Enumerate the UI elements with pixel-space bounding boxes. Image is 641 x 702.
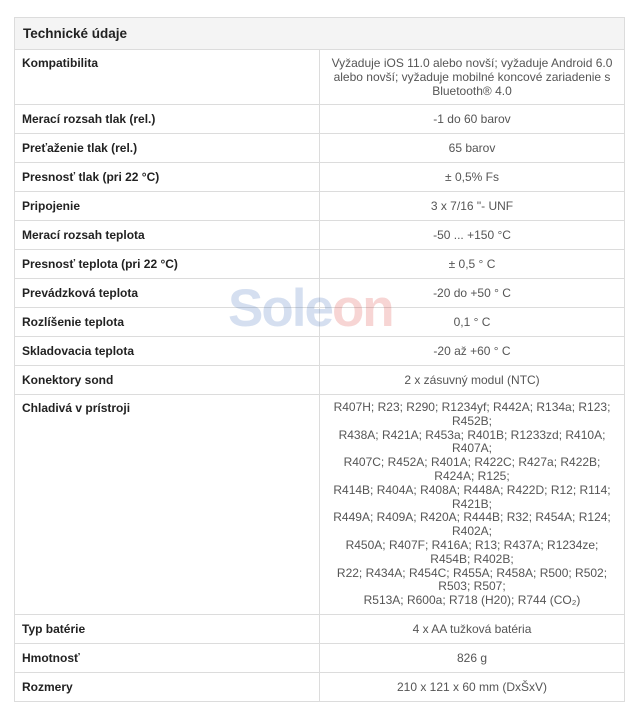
table-header-row <box>15 18 625 50</box>
row-label: Rozmery <box>15 672 320 701</box>
row-label: Rozlíšenie teplota <box>15 308 320 337</box>
row-label: Pripojenie <box>15 192 320 221</box>
table-row-storage-temperature <box>15 337 625 366</box>
row-label: Konektory sond <box>15 366 320 395</box>
row-value: -50 ... +150 °C <box>320 221 625 250</box>
row-label: Preťaženie tlak (rel.) <box>15 134 320 163</box>
table-row-pressure-accuracy <box>15 163 625 192</box>
row-label: Presnosť tlak (pri 22 °C) <box>15 163 320 192</box>
row-value: 2 x zásuvný modul (NTC) <box>320 366 625 395</box>
table-row-pressure-overload <box>15 134 625 163</box>
table-caption: Technické údaje <box>15 18 625 50</box>
table-row-operating-temperature <box>15 279 625 308</box>
row-value: 0,1 ° C <box>320 308 625 337</box>
row-value: -1 do 60 barov <box>320 105 625 134</box>
table-row-temperature-accuracy <box>15 250 625 279</box>
row-value: 65 barov <box>320 134 625 163</box>
watermark-text-accent: on <box>331 279 393 338</box>
table-row-temperature-resolution <box>15 308 625 337</box>
row-value: -20 do +50 ° C <box>320 279 625 308</box>
row-value: ± 0,5% Fs <box>320 163 625 192</box>
row-label: Merací rozsah teplota <box>15 221 320 250</box>
row-label: Kompatibilita <box>15 50 320 105</box>
row-label: Typ batérie <box>15 614 320 643</box>
table-row-weight <box>15 643 625 672</box>
row-label: Hmotnosť <box>15 643 320 672</box>
row-value: ± 0,5 ° C <box>320 250 625 279</box>
technical-specs-table <box>14 17 625 702</box>
row-value: 3 x 7/16 "- UNF <box>320 192 625 221</box>
row-value: 210 x 121 x 60 mm (DxŠxV) <box>320 672 625 701</box>
row-label: Chladivá v prístroji <box>15 395 320 615</box>
row-value: 4 x AA tužková batéria <box>320 614 625 643</box>
table-row-pressure-range <box>15 105 625 134</box>
row-label: Skladovacia teplota <box>15 337 320 366</box>
row-label: Prevádzková teplota <box>15 279 320 308</box>
row-value: R407H; R23; R290; R1234yf; R442A; R134a; R123; R452B; R438A; R421A; R453a; R401B; R1233zd; R410A; R407A; R407C; R452A; R401A; R422C; R427a; R422B; R424A; R125; R414B; R404A; R408A; R448A; R422D; R12; R114; R421B; R449A; R409A; R420A; R444B; R32; R454A; R124; R402A; R450A; R407F; R416A; R13; R437A; R1234ze; R454B; R402B; R22; R434A; R454C; R455A; R458A; R500; R502; R503; R507; R513A; R600a; R718 (H20); R744 (CO₂) <box>320 395 625 615</box>
table-row-connection <box>15 192 625 221</box>
watermark-text-primary: Sole <box>228 279 332 338</box>
table-row-probe-connectors <box>15 366 625 395</box>
row-value: 826 g <box>320 643 625 672</box>
row-value: Vyžaduje iOS 11.0 alebo novší; vyžaduje Android 6.0 alebo novší; vyžaduje mobilné koncové zariadenie s Bluetooth® 4.0 <box>320 50 625 105</box>
row-value: -20 až +60 ° C <box>320 337 625 366</box>
table-row-dimensions <box>15 672 625 701</box>
table-row-temperature-range <box>15 221 625 250</box>
row-label: Merací rozsah tlak (rel.) <box>15 105 320 134</box>
row-label: Presnosť teplota (pri 22 °C) <box>15 250 320 279</box>
table-row-refrigerants <box>15 395 625 615</box>
table-row-compatibility <box>15 50 625 105</box>
